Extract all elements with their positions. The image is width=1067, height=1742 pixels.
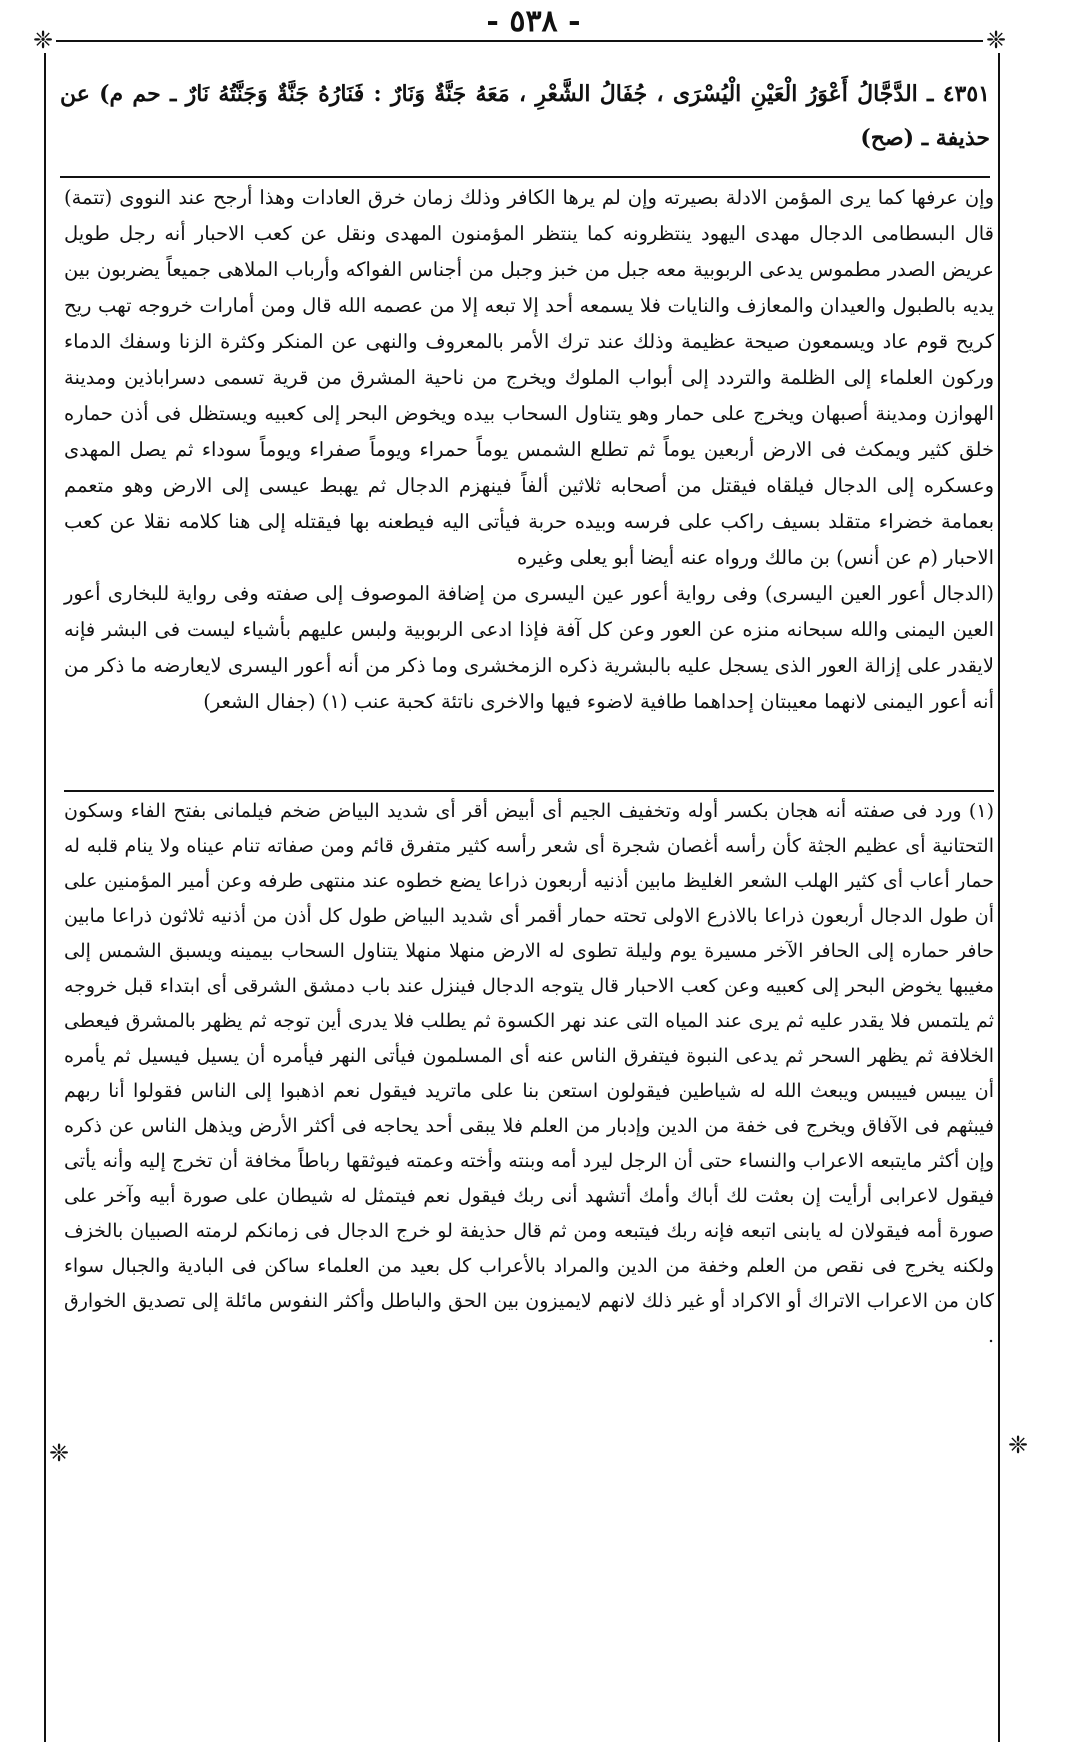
commentary-paragraph: وإن عرفها كما يرى المؤمن الادلة بصيرته وإن لم يرها الكافر وذلك زمان خرق العادات وهذا أرجح عند النووى (تتمة) قال البسطامى الدجال مهدى اليهود ينتظرونه كما ينتظر المؤمنون المهدى ونقل عن كعب الاحبار أنه رجل طويل عريض الصدر مطموس يدعى الربوبية معه جبل من خبز وجبل من أجناس الفواكه وأرباب الملاهى جميعاً يضربون بين يديه بالطبول والعيدان والمعازف والنايات فلا يسمعه أحد إلا تبعه إلا من عصمه الله قال ومن أمارات خروجه تهب ريح كريح قوم عاد ويسمعون صيحة عظيمة وذلك عند ترك الأمر بالمعروف والنهى عن المنكر وكثرة الزنا وسفك الدماء وركون العلماء إلى الظلمة والتردد إلى أبواب الملوك ويخرج من ناحية المشرق من قرية تسمى دسراباذين ومدينة الهوازن ومدينة أصبهان ويخرج على حمار وهو يتناول السحاب بيده ويخوض البحر إلى كعبيه ويستظل فى أذن حماره خلق كثير ويمكث فى الارض أربعين يوماً ثم تطلع الشمس يوماً حمراء ويوماً صفراء ويوماً سوداء ثم يصل المهدى وعسكره إلى الدجال فيلقاه فيقتل من أصحابه ثلاثين ألفاً فينهزم الدجال ثم يهبط عيسى إلى الارض وهو متعمم بعمامة خضراء متقلد بسيف راكب على فرسه وبيده حربة فيأتى اليه فيطعنه بها فيقتله إلى هنا كلامه نقلا عن كعب الاحبار (م عن أنس) بن مالك ورواه عنه أيضا أبو يعلى وغيره — [64, 186, 994, 569]
commentary-section — [64, 180, 994, 720]
footnote-divider — [64, 790, 994, 792]
section-divider — [60, 176, 990, 178]
page-number: - ٥٣٨ - — [486, 4, 581, 39]
hadith-text: ٤٣٥١ ـ الدَّجَّالُ أَعْوَرُ الْعَيْنِ الْيُسْرَى ، جُفَالُ الشَّعْرِ ، مَعَهُ جَنَّةٌ وَنَارٌ : فَنَارُهُ جَنَّةٌ وَجَنَّتُهُ نَارٌ ـ حم م) عن حذيفة ـ (صح) — [60, 81, 990, 151]
corner-ornament-icon: ❈ — [30, 27, 56, 53]
corner-ornament-icon: ❈ — [1005, 1432, 1031, 1458]
footnote-section — [64, 794, 994, 1354]
corner-ornament-icon: ❈ — [46, 1440, 72, 1466]
footnote-text: (١) ورد فى صفته أنه هجان بكسر أوله وتخفيف الجيم أى أبيض أقر أى شديد البياض ضخم فيلمانى بفتح الفاء وسكون التحتانية أى عظيم الجثة كأن رأسه أغصان شجرة أى شعر رأسه كثير متفرق قائم ومن صفاته تنام عيناه ولا ينام قلبه له حمار أعاب أى كثير الهلب الشعر الغليظ مابين أذنيه أربعون ذراعا يضع خطوه عند منتهى طرفه وعن أمير المؤمنين على أن طول الدجال أربعون ذراعا بالاذرع الاولى تحته حمار أقمر أى شديد البياض طول كل أذن من أذنيه ثلاثون ذراعا مابين حافر حماره إلى الحافر الآخر مسيرة يوم وليلة تطوى له الارض منهلا منهلا يتناول السحاب بيمينه ويسبق الشمس إلى مغيبها يخوض البحر إلى كعبيه وعن كعب الاحبار قال يتوجه الدجال فينزل عند باب دمشق الشرقى أى ابتداء قبل خروجه ثم يلتمس فلا يقدر عليه ثم يرى عند المياه التى عند نهر الكسوة ثم يطلب فلا يدرى أين توجه ثم يظهر بالمشرق فيعطى الخلافة ثم يظهر السحر ثم يدعى النبوة فيتفرق الناس عنه أى المسلمون فيأتى النهر فيأمره أن يسيل فيسيل ثم يأمره أن ييبس فييبس ويبعث الله له شياطين فيقولون استعن بنا على ماتريد فيقول نعم اذهبوا إلى الناس فقولوا أنا ربهم فيبثهم فى الآفاق ويخرج فى خفة من الدين وإدبار من العلم فلا يبقى أحد يحاجه فى أكثر الأرض ويذهل الناس عن ذكره وإن أكثر مايتبعه الاعراب والنساء حتى أن الرجل ليرد أمه وبنته وأخته وعمته فيوثقها رباطاً مخافة أن تخرج إليه وأنه يأتى فيقول لاعرابى أرأيت إن بعثت لك أباك وأمك أتشهد أنى ربك فيقول نعم فيتمثل له شيطان على صورة أبيه وآخر على صورة أمه فيقولان له يابنى اتبعه فإنه ربك فيتبعه ومن ثم قال حذيفة لو خرج الدجال فى زمانكم لرمته الصبيان بالخزف ولكنه يخرج فى نقص من العلم وخفة من الدين والمراد بالأعراب كل بعيد من العلماء ساكن فى البادية والجبال سواء كان من الاعراب الاتراك أو الاكراد أو غير ذلك لانهم لايميزون بين الحق والباطل وأكثر النفوس مائلة إلى تصديق الخوارق . — [64, 800, 994, 1347]
commentary-paragraph: (الدجال أعور العين اليسرى) وفى رواية أعور عين اليسرى من إضافة الموصوف إلى صفته وفى رواية للبخارى أعور العين اليمنى والله سبحانه منزه عن العور وعن كل آفة فإذا ادعى الربوبية ولبس عليهم بأشياء ليست فى البشر فإنه لايقدر على إزالة العور الذى يسجل عليه بالبشرية ذكره الزمخشرى وما ذكر من أنه أعور اليسرى لايعارضه ما ذكر من أنه أعور اليمنى لانهما معيبتان إحداهما طافية لاضوء فيها والاخرى ناتئة كحبة عنب (١) (جفال الشعر) — [64, 582, 994, 713]
corner-ornament-icon: ❈ — [983, 27, 1009, 53]
